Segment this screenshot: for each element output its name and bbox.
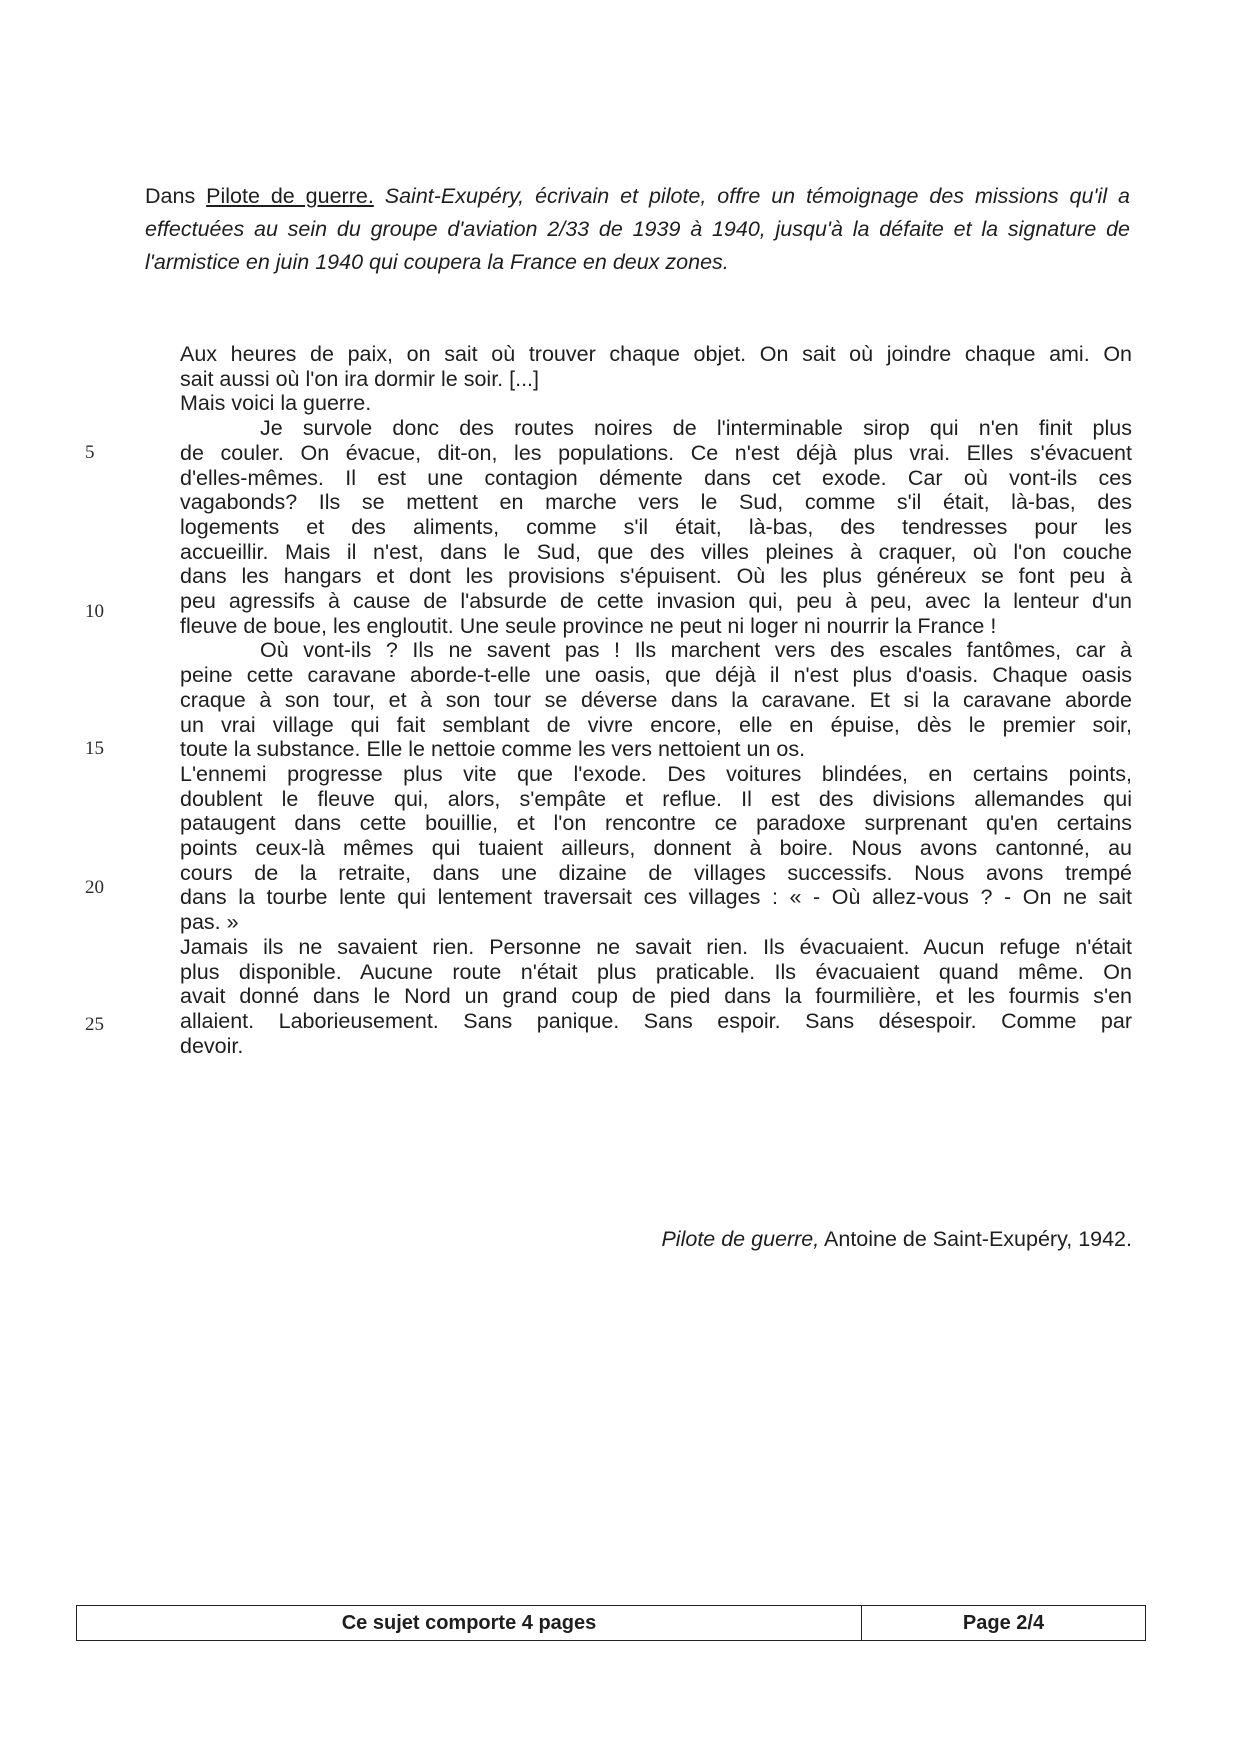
pages-note: Ce sujet comporte 4 pages — [77, 1606, 862, 1640]
intro-book-title: Pilote de guerre. — [206, 184, 374, 208]
passage-line: sait aussi où l'on ira dormir le soir. [...] — [180, 366, 539, 391]
passage-line: Aux heures de paix, on sait où trouver chaque objet. On sait où joindre chaque ami. On — [180, 342, 1132, 366]
passage-line: accueillir. Mais il n'est, dans le Sud, que des villes pleines à craquer, où l'on couche — [180, 539, 1132, 564]
passage-line: d'elles-mêmes. Il est une contagion démente dans cet exode. Car où vont-ils ces — [180, 465, 1132, 490]
passage-line: fleuve de boue, les engloutit. Une seule province ne peut ni loger ni nourrir la France ! — [180, 613, 997, 638]
line-number: 5 — [85, 442, 95, 463]
passage-line: pataugent dans cette bouillie, et l'on rencontre ce paradoxe surprenant qu'en certains — [180, 811, 1132, 836]
passage-line: avait donné dans le Nord un grand coup de pied dans la fourmilière, et les fourmis s'en — [180, 984, 1132, 1009]
passage-line: peu agressifs à cause de l'absurde de cette invasion qui, peu à peu, avec la lenteur d'un — [180, 589, 1132, 613]
passage-line: doublent le fleuve qui, alors, s'empâte et reflue. Il est des divisions allemandes qui — [180, 786, 1132, 811]
passage-line: devoir. — [180, 1033, 244, 1058]
intro-paragraph — [145, 180, 1130, 279]
passage-line: logements et des aliments, comme s'il était, là-bas, des tendresses pour les — [180, 514, 1132, 539]
line-number: 10 — [85, 601, 104, 622]
passage-line: plus disponible. Aucune route n'était plus praticable. Ils évacuaient quand même. On — [180, 959, 1132, 984]
passage-line: points ceux-là mêmes qui tuaient ailleurs, donnent à boire. Nous avons cantonné, au — [180, 836, 1132, 860]
passage-line: pas. » — [180, 910, 239, 935]
passage-line: de couler. On évacue, dit-on, les populations. Ce n'est déjà plus vrai. Elles s'évacuent — [180, 440, 1132, 465]
passage-line: vagabonds? Ils se mettent en marche vers le Sud, comme s'il était, là-bas, des — [180, 490, 1132, 515]
passage-line: Jamais ils ne savaient rien. Personne ne savait rien. Ils évacuaient. Aucun refuge n'était — [180, 934, 1132, 959]
passage-line: un vrai village qui fait semblant de vivre encore, elle en épuise, dès le premier soir, — [180, 712, 1132, 737]
line-number: 25 — [85, 1014, 104, 1035]
passage-line: toute la substance. Elle le nettoie comme les vers nettoient un os. — [180, 737, 806, 762]
passage-line: craque à son tour, et à son tour se déverse dans la caravane. Et si la caravane aborde — [180, 687, 1132, 712]
passage-line: Mais voici la guerre. — [180, 391, 372, 416]
intro-prefix: Dans — [145, 184, 207, 208]
passage-line: dans la tourbe lente qui lentement traversait ces villages : « - Où allez-vous ? - On ne sait — [180, 885, 1132, 910]
citation-title: Pilote de guerre, — [661, 1227, 820, 1251]
intro-text: Saint-Exupéry, écrivain et pilote, offre un témoignage des missions qu'il a effectuées au sein du groupe d'aviation 2/33 de 1939 à 1940, jusqu'à la défaite et la signature de l'armistice en juin 1940 qui coupera la France en deux zones. — [145, 184, 1130, 274]
passage-line: cours de la retraite, dans une dizaine de villages successifs. Nous avons trempé — [180, 860, 1132, 885]
passage-line: Où vont-ils ? Ils ne savent pas ! Ils marchent vers des escales fantômes, car à — [260, 638, 1132, 663]
passage-line: allaient. Laborieusement. Sans panique. Sans espoir. Sans désespoir. Comme par — [180, 1008, 1132, 1033]
line-number: 20 — [85, 877, 104, 898]
passage-line: peine cette caravane aborde-t-elle une oasis, que déjà il n'est plus d'oasis. Chaque oasis — [180, 663, 1132, 688]
passage-line: L'ennemi progresse plus vite que l'exode. Des voitures blindées, en certains points, — [180, 761, 1132, 786]
passage-line: dans les hangars et dont les provisions s'épuisent. Où les plus généreux se font peu à — [180, 564, 1132, 589]
page-number: Page 2/4 — [962, 1611, 1045, 1634]
source-citation — [661, 1224, 1132, 1254]
passage-line: Je survole donc des routes noires de l'interminable sirop qui n'en finit plus — [260, 416, 1132, 441]
citation-author: Antoine de Saint-Exupéry, 1942. — [819, 1227, 1132, 1251]
page-footer — [76, 1605, 1146, 1641]
line-number: 15 — [85, 738, 104, 759]
